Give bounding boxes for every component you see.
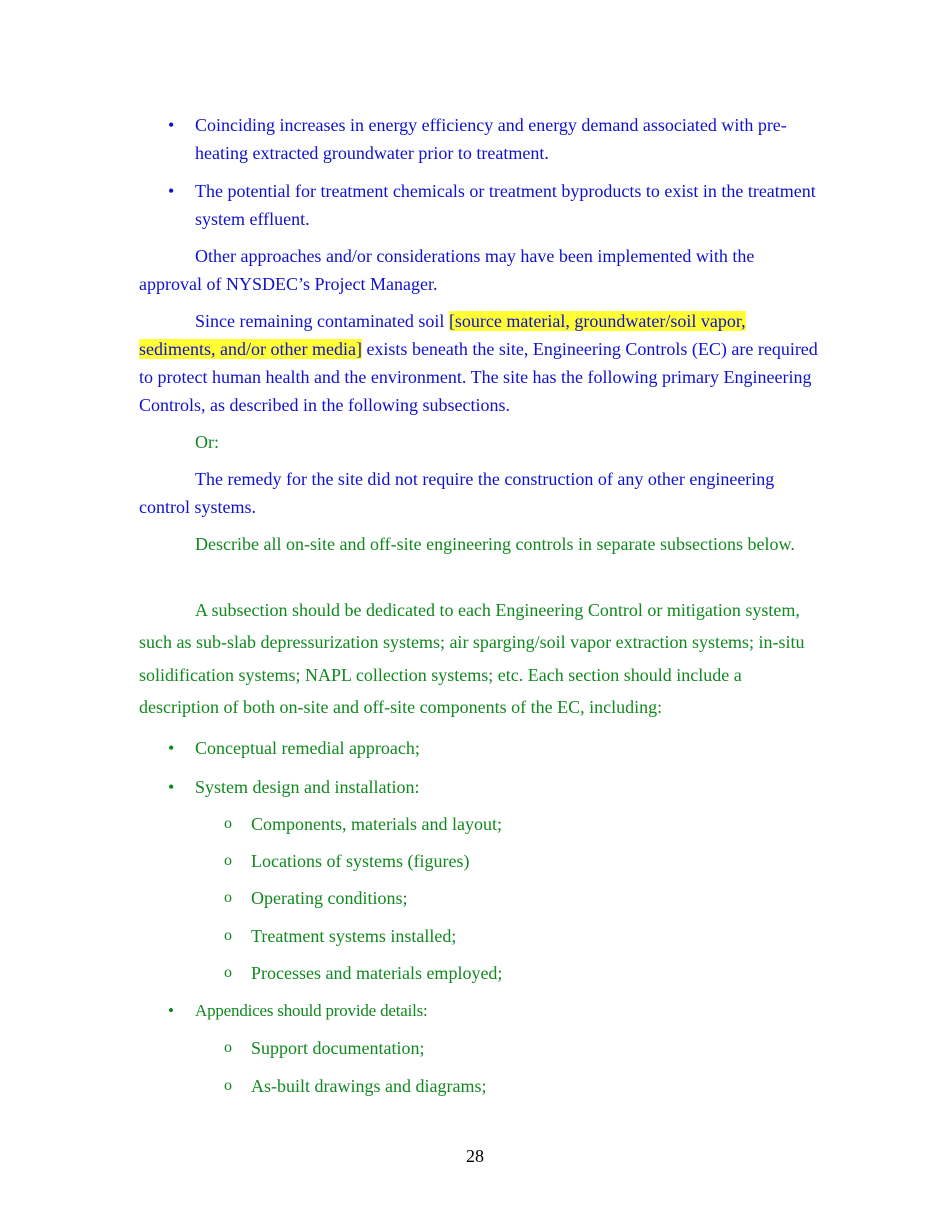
bullet-item: • The potential for treatment chemicals or treatment byproducts to exist in the treatment system effluent. bbox=[195, 177, 820, 233]
bullet-item: • System design and installation: bbox=[195, 773, 820, 801]
sub-list-item: o Treatment systems installed; bbox=[251, 922, 820, 950]
paragraph-text: A subsection should be dedicated to each Engineering Control or mitigation system, such as sub-slab depressurization systems; air sparging/soil vapor extraction systems; in-situ solidification systems; NAPL collection systems; etc. Each section should include a description of both on-site and off-site components of the EC, including: bbox=[139, 600, 805, 718]
bullet-item: • Appendices should provide details: bbox=[195, 997, 820, 1025]
paragraph-other-approaches bbox=[139, 242, 819, 298]
or-label bbox=[139, 428, 819, 456]
paragraph-subsection bbox=[139, 594, 819, 724]
paragraph-text: Other approaches and/or considerations may have been implemented with the approval of NYSDEC’s Project Manager. bbox=[139, 246, 755, 294]
sub-list-item: o Processes and materials employed; bbox=[251, 959, 820, 987]
sub-list-item: o As-built drawings and diagrams; bbox=[251, 1072, 820, 1100]
paragraph-remedy bbox=[139, 465, 819, 521]
page-number: 28 bbox=[466, 1146, 484, 1166]
sub-list-item: o Locations of systems (figures) bbox=[251, 847, 820, 875]
sub-list-item: o Components, materials and layout; bbox=[251, 810, 820, 838]
paragraph-text: Or: bbox=[195, 432, 219, 452]
paragraph-text: The remedy for the site did not require the construction of any other engineering control systems. bbox=[139, 469, 775, 517]
paragraph-text: Since remaining contaminated soil bbox=[195, 311, 449, 331]
sub-list-item: o Support documentation; bbox=[251, 1034, 820, 1062]
paragraph-text: Describe all on-site and off-site engineering controls in separate subsections below. bbox=[195, 534, 795, 554]
highlighted-placeholder: [source material, groundwater/soil vapor, sediments, and/or other media] bbox=[139, 311, 746, 359]
paragraph-since-remaining bbox=[139, 307, 819, 419]
paragraph-describe bbox=[139, 530, 819, 558]
paragraph-text: exists beneath the site, Engineering Controls (EC) are required to protect human health and the environment. The site has the following primary Engineering Controls, as described in the following subsections. bbox=[139, 339, 818, 415]
sub-list-item: o Operating conditions; bbox=[251, 884, 820, 912]
bullet-item: • Coinciding increases in energy efficiency and energy demand associated with pre-heating extracted groundwater prior to treatment. bbox=[195, 111, 820, 167]
bullet-item: • Conceptual remedial approach; bbox=[195, 734, 820, 762]
